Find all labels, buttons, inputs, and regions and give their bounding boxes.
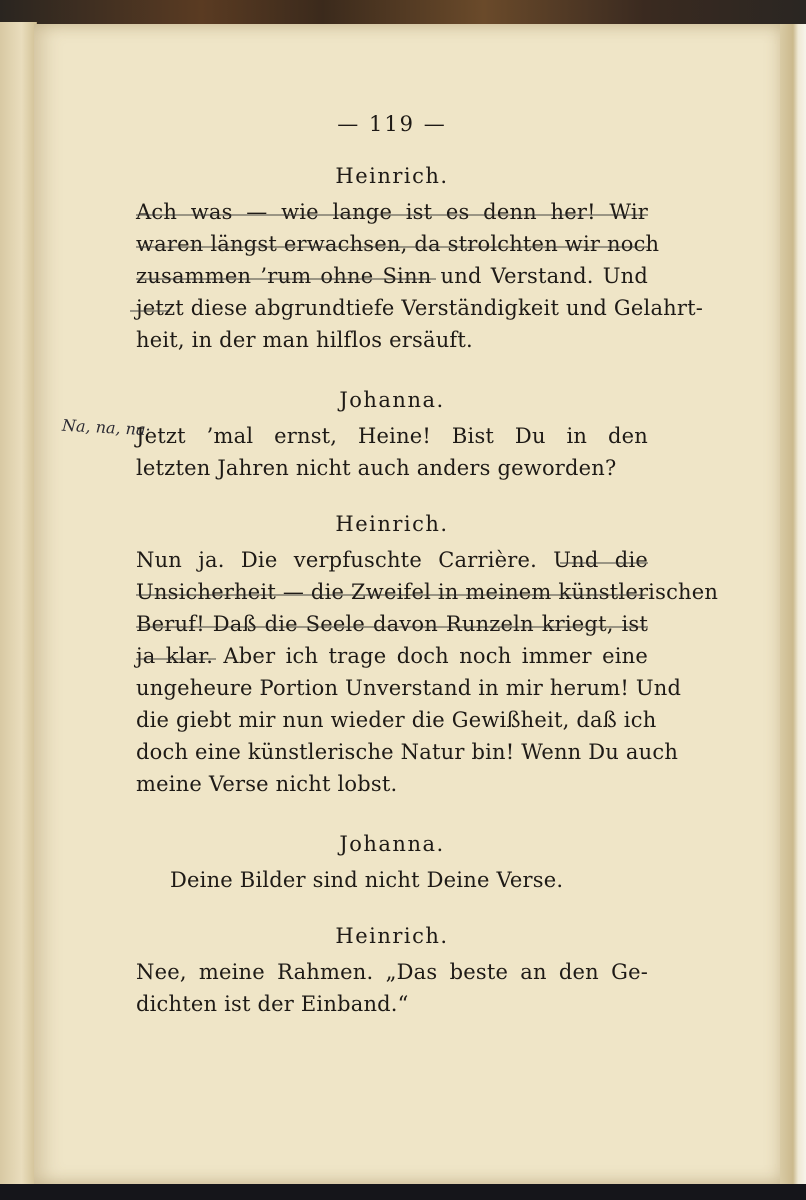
text-line: jetzt diese abgrundtiefe Verständigkeit und Gelahrt- [136, 296, 704, 320]
text-line: die giebt mir nun wieder die Gewißheit, daß ich [136, 708, 657, 732]
text-line: zusammen ’rum ohne Sinn und Verstand. Und [136, 264, 648, 288]
text-line: Deine Bilder sind nicht Deine Verse. [170, 868, 564, 892]
text-line: heit, in der man hilflos ersäuft. [136, 328, 473, 352]
text-line: Unsicherheit — die Zweifel in meinem künstlerischen [136, 580, 719, 604]
right-page-edge [780, 24, 806, 1184]
bottom-edge [0, 1184, 806, 1200]
pencil-strike-line [130, 310, 170, 312]
speaker-heinrich: Heinrich. [335, 512, 449, 536]
pencil-strike-line [136, 214, 648, 216]
text-line: dichten ist der Einband.“ [136, 992, 409, 1016]
text-line: ungeheure Portion Unverstand in mir herum! Und [136, 676, 682, 700]
pencil-strike-line [136, 278, 436, 280]
pencil-strike-line [136, 246, 648, 248]
text-line: Beruf! Daß die Seele davon Runzeln kriegt, ist [136, 612, 648, 636]
speaker-heinrich: Heinrich. [335, 164, 449, 188]
speaker-johanna: Johanna. [339, 388, 445, 412]
text-line: Jetzt ’mal ernst, Heine! Bist Du in den [136, 424, 648, 448]
speaker-heinrich: Heinrich. [335, 924, 449, 948]
text-line: Nun ja. Die verpfuschte Carrière. Und die [136, 548, 648, 572]
pencil-strike-line [136, 626, 648, 628]
left-page-edge [0, 22, 37, 1187]
text-line: waren längst erwachsen, da strolchten wir noch [136, 232, 660, 256]
handwritten-margin-note: Na, na, na· [61, 415, 152, 440]
text-line: ja klar. Aber ich trage doch noch immer eine [136, 644, 648, 668]
text-line: Ach was — wie lange ist es denn her! Wir [136, 200, 648, 224]
pencil-strike-line [560, 562, 648, 564]
text-line: letzten Jahren nicht auch anders geworden? [136, 456, 617, 480]
text-line: doch eine künstlerische Natur bin! Wenn Du auch [136, 740, 679, 764]
speaker-johanna: Johanna. [339, 832, 445, 856]
pencil-strike-line [136, 594, 648, 596]
text-line: meine Verse nicht lobst. [136, 772, 398, 796]
page-number: — 119 — [337, 112, 447, 136]
text-line: Nee, meine Rahmen. „Das beste an den Ge- [136, 960, 648, 984]
pencil-strike-line [136, 658, 216, 660]
